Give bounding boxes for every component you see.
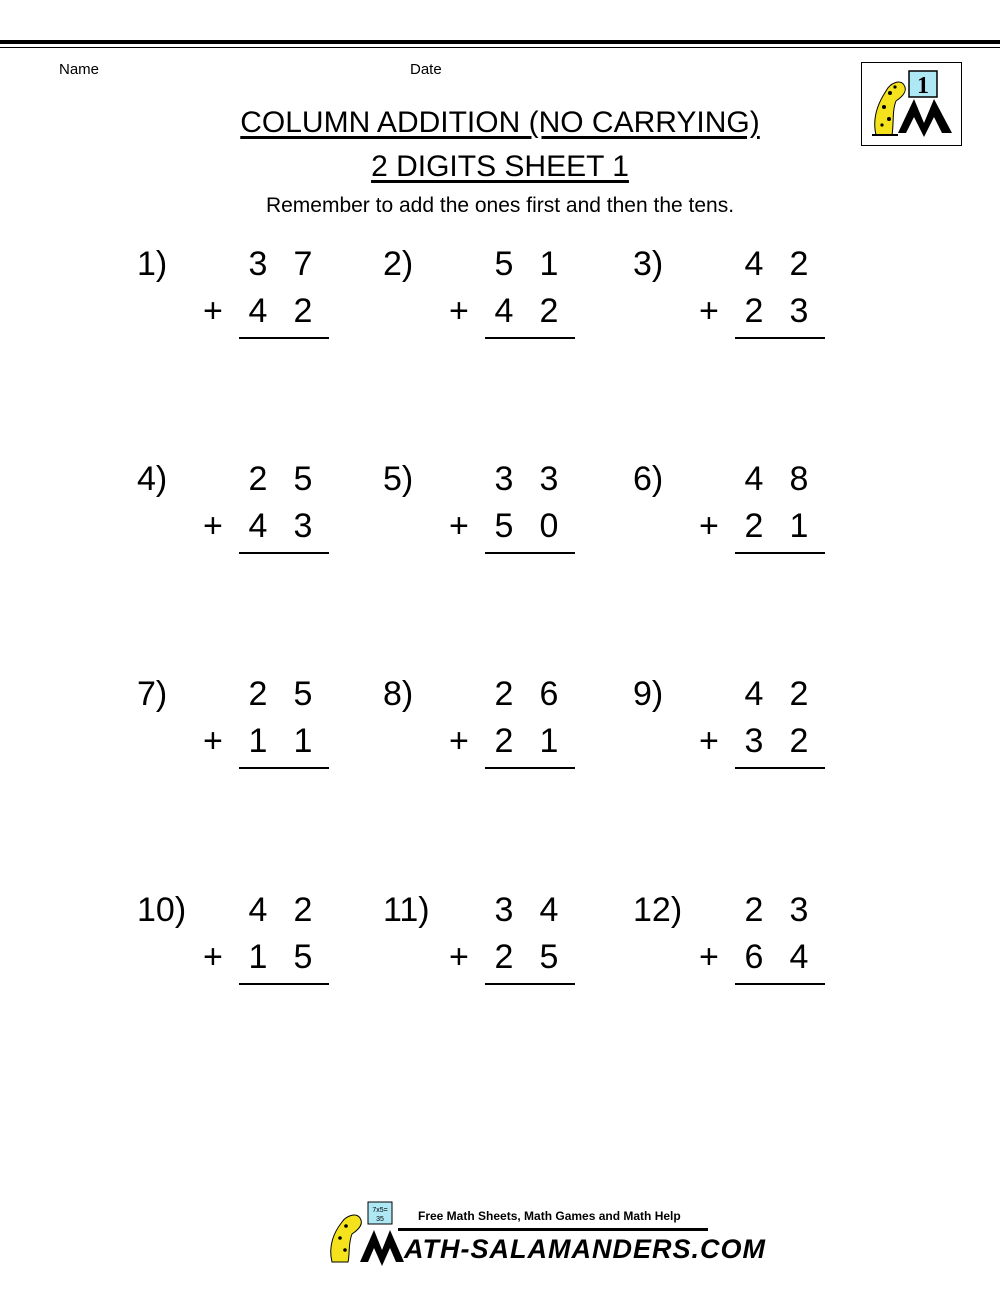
problem-4 (137, 459, 377, 569)
answer-line (485, 552, 575, 554)
top-digit-tens: 4 (248, 891, 268, 929)
bottom-digit-tens: 6 (744, 938, 764, 976)
bottom-digit-ones: 2 (293, 292, 313, 330)
plus-sign: + (699, 292, 719, 330)
answer-line (485, 983, 575, 985)
problem-8 (383, 674, 623, 784)
problem-9 (633, 674, 873, 784)
problem-number: 1) (137, 245, 168, 283)
problem-number: 11) (383, 891, 430, 929)
bottom-digit-ones: 1 (539, 722, 559, 760)
instruction-text: Remember to add the ones first and then the tens. (265, 194, 735, 217)
answer-line (239, 983, 329, 985)
problem-10 (137, 890, 377, 1000)
answer-line (735, 983, 825, 985)
bottom-digit-tens: 4 (248, 292, 268, 330)
bottom-digit-tens: 2 (494, 722, 514, 760)
problem-7 (137, 674, 377, 784)
top-digit-ones: 7 (293, 245, 313, 283)
top-digit-tens: 4 (744, 245, 764, 283)
problem-number: 5) (383, 460, 414, 498)
problem-number: 3) (633, 245, 664, 283)
answer-line (239, 337, 329, 339)
top-rule (0, 40, 1000, 44)
top-digit-tens: 2 (248, 460, 268, 498)
problem-6 (633, 459, 873, 569)
plus-sign: + (449, 722, 469, 760)
problem-number: 12) (633, 891, 683, 929)
top-digit-ones: 3 (789, 891, 809, 929)
top-digit-ones: 2 (293, 891, 313, 929)
plus-sign: + (203, 722, 223, 760)
bottom-digit-ones: 0 (539, 507, 559, 545)
footer-salamander-icon (324, 1200, 404, 1266)
top-digit-ones: 1 (539, 245, 559, 283)
bottom-digit-ones: 2 (789, 722, 809, 760)
plus-sign: + (699, 507, 719, 545)
bottom-digit-tens: 4 (248, 507, 268, 545)
plus-sign: + (203, 292, 223, 330)
top-digit-ones: 6 (539, 675, 559, 713)
top-digit-ones: 2 (789, 245, 809, 283)
plus-sign: + (203, 938, 223, 976)
plus-sign: + (699, 938, 719, 976)
plus-sign: + (449, 292, 469, 330)
answer-line (485, 767, 575, 769)
problem-number: 2) (383, 245, 414, 283)
top-digit-tens: 3 (494, 891, 514, 929)
footer-tagline: Free Math Sheets, Math Games and Math Help (418, 1209, 681, 1223)
plus-sign: + (203, 507, 223, 545)
top-digit-tens: 2 (494, 675, 514, 713)
answer-line (735, 767, 825, 769)
problem-12 (633, 890, 873, 1000)
top-digit-ones: 3 (539, 460, 559, 498)
footer-site-name: ATH-SALAMANDERS.COM (404, 1234, 766, 1264)
name-label: Name (59, 61, 100, 78)
bottom-digit-ones: 1 (293, 722, 313, 760)
problem-number: 9) (633, 675, 664, 713)
top-digit-tens: 4 (744, 460, 764, 498)
bottom-digit-ones: 3 (293, 507, 313, 545)
top-rule-thin (0, 47, 1000, 48)
bottom-digit-ones: 5 (539, 938, 559, 976)
problem-number: 7) (137, 675, 168, 713)
bottom-digit-tens: 4 (494, 292, 514, 330)
problem-5 (383, 459, 623, 569)
problem-2 (383, 244, 623, 354)
svg-text:7x5=: 7x5= (372, 1207, 388, 1214)
top-digit-tens: 2 (744, 891, 764, 929)
bottom-digit-tens: 2 (744, 507, 764, 545)
top-digit-tens: 3 (494, 460, 514, 498)
bottom-digit-ones: 1 (789, 507, 809, 545)
bottom-digit-tens: 2 (744, 292, 764, 330)
answer-line (735, 552, 825, 554)
bottom-digit-ones: 2 (539, 292, 559, 330)
bottom-digit-ones: 5 (293, 938, 313, 976)
bottom-digit-ones: 3 (789, 292, 809, 330)
top-digit-ones: 4 (539, 891, 559, 929)
svg-text:1: 1 (917, 73, 929, 99)
footer-rule (398, 1228, 708, 1231)
top-digit-tens: 2 (248, 675, 268, 713)
bottom-digit-ones: 4 (789, 938, 809, 976)
top-digit-tens: 5 (494, 245, 514, 283)
svg-text:35: 35 (376, 1216, 384, 1223)
worksheet-subtitle: 2 DIGITS SHEET 1 (371, 150, 629, 183)
problem-3 (633, 244, 873, 354)
bottom-digit-tens: 5 (494, 507, 514, 545)
problem-1 (137, 244, 377, 354)
problem-number: 8) (383, 675, 414, 713)
top-digit-ones: 5 (293, 460, 313, 498)
plus-sign: + (699, 722, 719, 760)
answer-line (239, 552, 329, 554)
problem-11 (383, 890, 623, 1000)
plus-sign: + (449, 507, 469, 545)
top-digit-ones: 5 (293, 675, 313, 713)
answer-line (485, 337, 575, 339)
top-digit-tens: 3 (248, 245, 268, 283)
top-digit-ones: 8 (789, 460, 809, 498)
problem-number: 6) (633, 460, 664, 498)
bottom-digit-tens: 2 (494, 938, 514, 976)
date-label: Date (410, 61, 442, 78)
plus-sign: + (449, 938, 469, 976)
answer-line (735, 337, 825, 339)
top-digit-tens: 4 (744, 675, 764, 713)
worksheet-title: COLUMN ADDITION (NO CARRYING) (240, 106, 760, 139)
problem-number: 10) (137, 891, 187, 929)
bottom-digit-tens: 1 (248, 938, 268, 976)
bottom-digit-tens: 3 (744, 722, 764, 760)
problem-number: 4) (137, 460, 168, 498)
bottom-digit-tens: 1 (248, 722, 268, 760)
answer-line (239, 767, 329, 769)
top-digit-ones: 2 (789, 675, 809, 713)
